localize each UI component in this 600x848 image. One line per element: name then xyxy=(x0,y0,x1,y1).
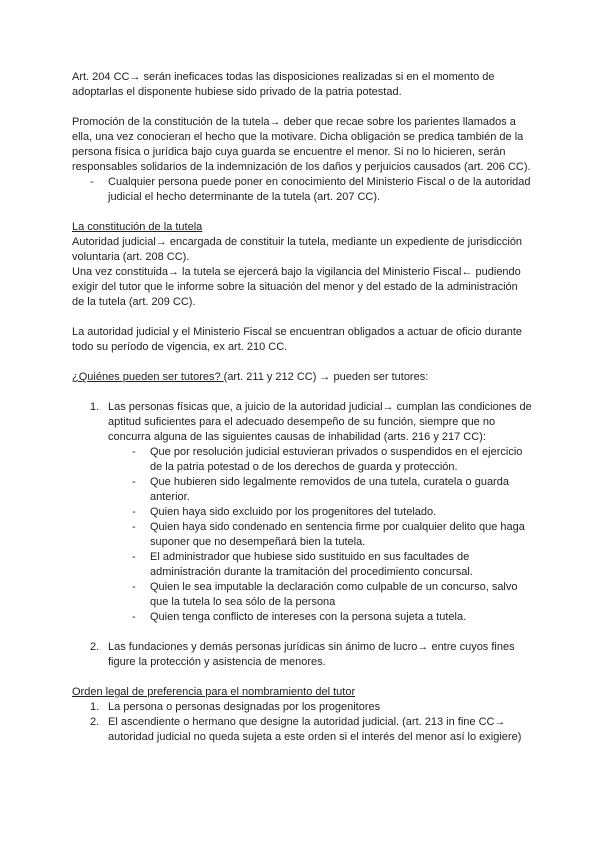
document-body xyxy=(72,70,532,745)
sublist-item: - El administrador que hubiese sido sustituido en sus facultades de administración durante la tramitación del procedimiento concursal. xyxy=(132,550,532,580)
list-number: 2. xyxy=(90,641,100,653)
paragraph-una-vez-constituida: Una vez constituida→ la tutela se ejercerá bajo la vigilancia del Ministerio Fiscal← pudiendo exigir del tutor que le informe sobre la situación del menor y del estado de la administración de la tutela (art. 209 CC). xyxy=(72,266,521,308)
list-item-text: Las personas físicas que, a juicio de la autoridad judicial→ cumplan las condiciones de aptitud suficientes para el adecuado desempeño de su función, siempre que no concurra alguna de las siguientes causas de inhabilidad (arts. 216 y 217 CC): xyxy=(108,401,532,443)
tutores-list xyxy=(72,400,532,625)
heading-orden-legal: Orden legal de preferencia para el nombramiento del tutor xyxy=(72,686,356,698)
sublist-item: - Que por resolución judicial estuvieran privados o suspendidos en el ejercicio de la patria potestad o de los derechos de guarda y protección. xyxy=(132,445,532,475)
list-item xyxy=(72,700,532,715)
list-number: 1. xyxy=(90,701,100,713)
bullet-item: - Cualquier persona puede poner en conocimiento del Ministerio Fiscal o de la autoridad judicial el hecho determinante de la tutela (art. 207 CC). xyxy=(72,175,532,205)
sublist-item: - Quien tenga conflicto de intereses con la persona sujeta a tutela. xyxy=(132,610,532,625)
paragraph-art-204: Art. 204 CC→ serán ineficaces todas las disposiciones realizadas si en el momento de adoptarlas el disponente hubiese sido privado de la patria potestad. xyxy=(72,71,495,98)
inhabilidad-sublist xyxy=(108,445,532,625)
sublist-item: - Quien haya sido excluido por los progenitores del tutelado. xyxy=(132,505,532,520)
heading-underlined-part: ¿Quiénes pueden ser tutores? xyxy=(72,371,224,383)
list-number: 2. xyxy=(90,716,100,728)
list-item-text: La persona o personas designadas por los progenitores xyxy=(108,701,381,713)
list-number: 1. xyxy=(90,401,100,413)
heading-constitucion-tutela: La constitución de la tutela xyxy=(72,221,203,233)
heading-quienes-pueden-ser-tutores xyxy=(72,370,532,385)
list-item-text: El ascendiente o hermano que designe la autoridad judicial. (art. 213 in fine CC→ autoridad judicial no queda sujeta a este orden si el interés del menor así lo exigiere) xyxy=(108,716,522,743)
sublist-item: - Quien le sea imputable la declaración como culpable de un concurso, salvo que la tutela lo sea sólo de la persona xyxy=(132,580,532,610)
sublist-item: - Quien haya sido condenado en sentencia firme por cualquier delito que haga suponer que no desempeñará bien la tutela. xyxy=(132,520,532,550)
orden-preferencia-list xyxy=(72,700,532,745)
paragraph-actuar-de-oficio: La autoridad judicial y el Ministerio Fiscal se encuentran obligados a actuar de oficio durante todo su período de vigencia, ex art. 210 CC. xyxy=(72,326,523,353)
sublist-item: - Que hubieren sido legalmente removidos de una tutela, curatela o guarda anterior. xyxy=(132,475,532,505)
paragraph-autoridad-judicial: Autoridad judicial→ encargada de constituir la tutela, mediante un expediente de jurisdicción voluntaria (art. 208 CC). xyxy=(72,236,523,263)
bullet-list xyxy=(72,175,532,205)
list-item-text: Las fundaciones y demás personas jurídicas sin ánimo de lucro→ entre cuyos fines figure la protección y asistencia de menores. xyxy=(108,641,515,668)
heading-rest-part: (art. 211 y 212 CC) → pueden ser tutores: xyxy=(223,371,429,383)
paragraph-promocion-tutela: Promoción de la constitución de la tutela→ deber que recae sobre los parientes llamados a ella, una vez conocieran el hecho que la motivare. Dicha obligación se predica también de la persona física o jurídica bajo cuya guarda se encuentre el menor. Si no lo hicieren, serán responsables solidarios de la indemnización de los daños y perjuicios causados (art. 206 CC). xyxy=(72,116,531,173)
list-item xyxy=(72,400,532,625)
list-item xyxy=(72,640,532,670)
tutores-list-continued xyxy=(72,640,532,670)
list-item xyxy=(72,715,532,745)
